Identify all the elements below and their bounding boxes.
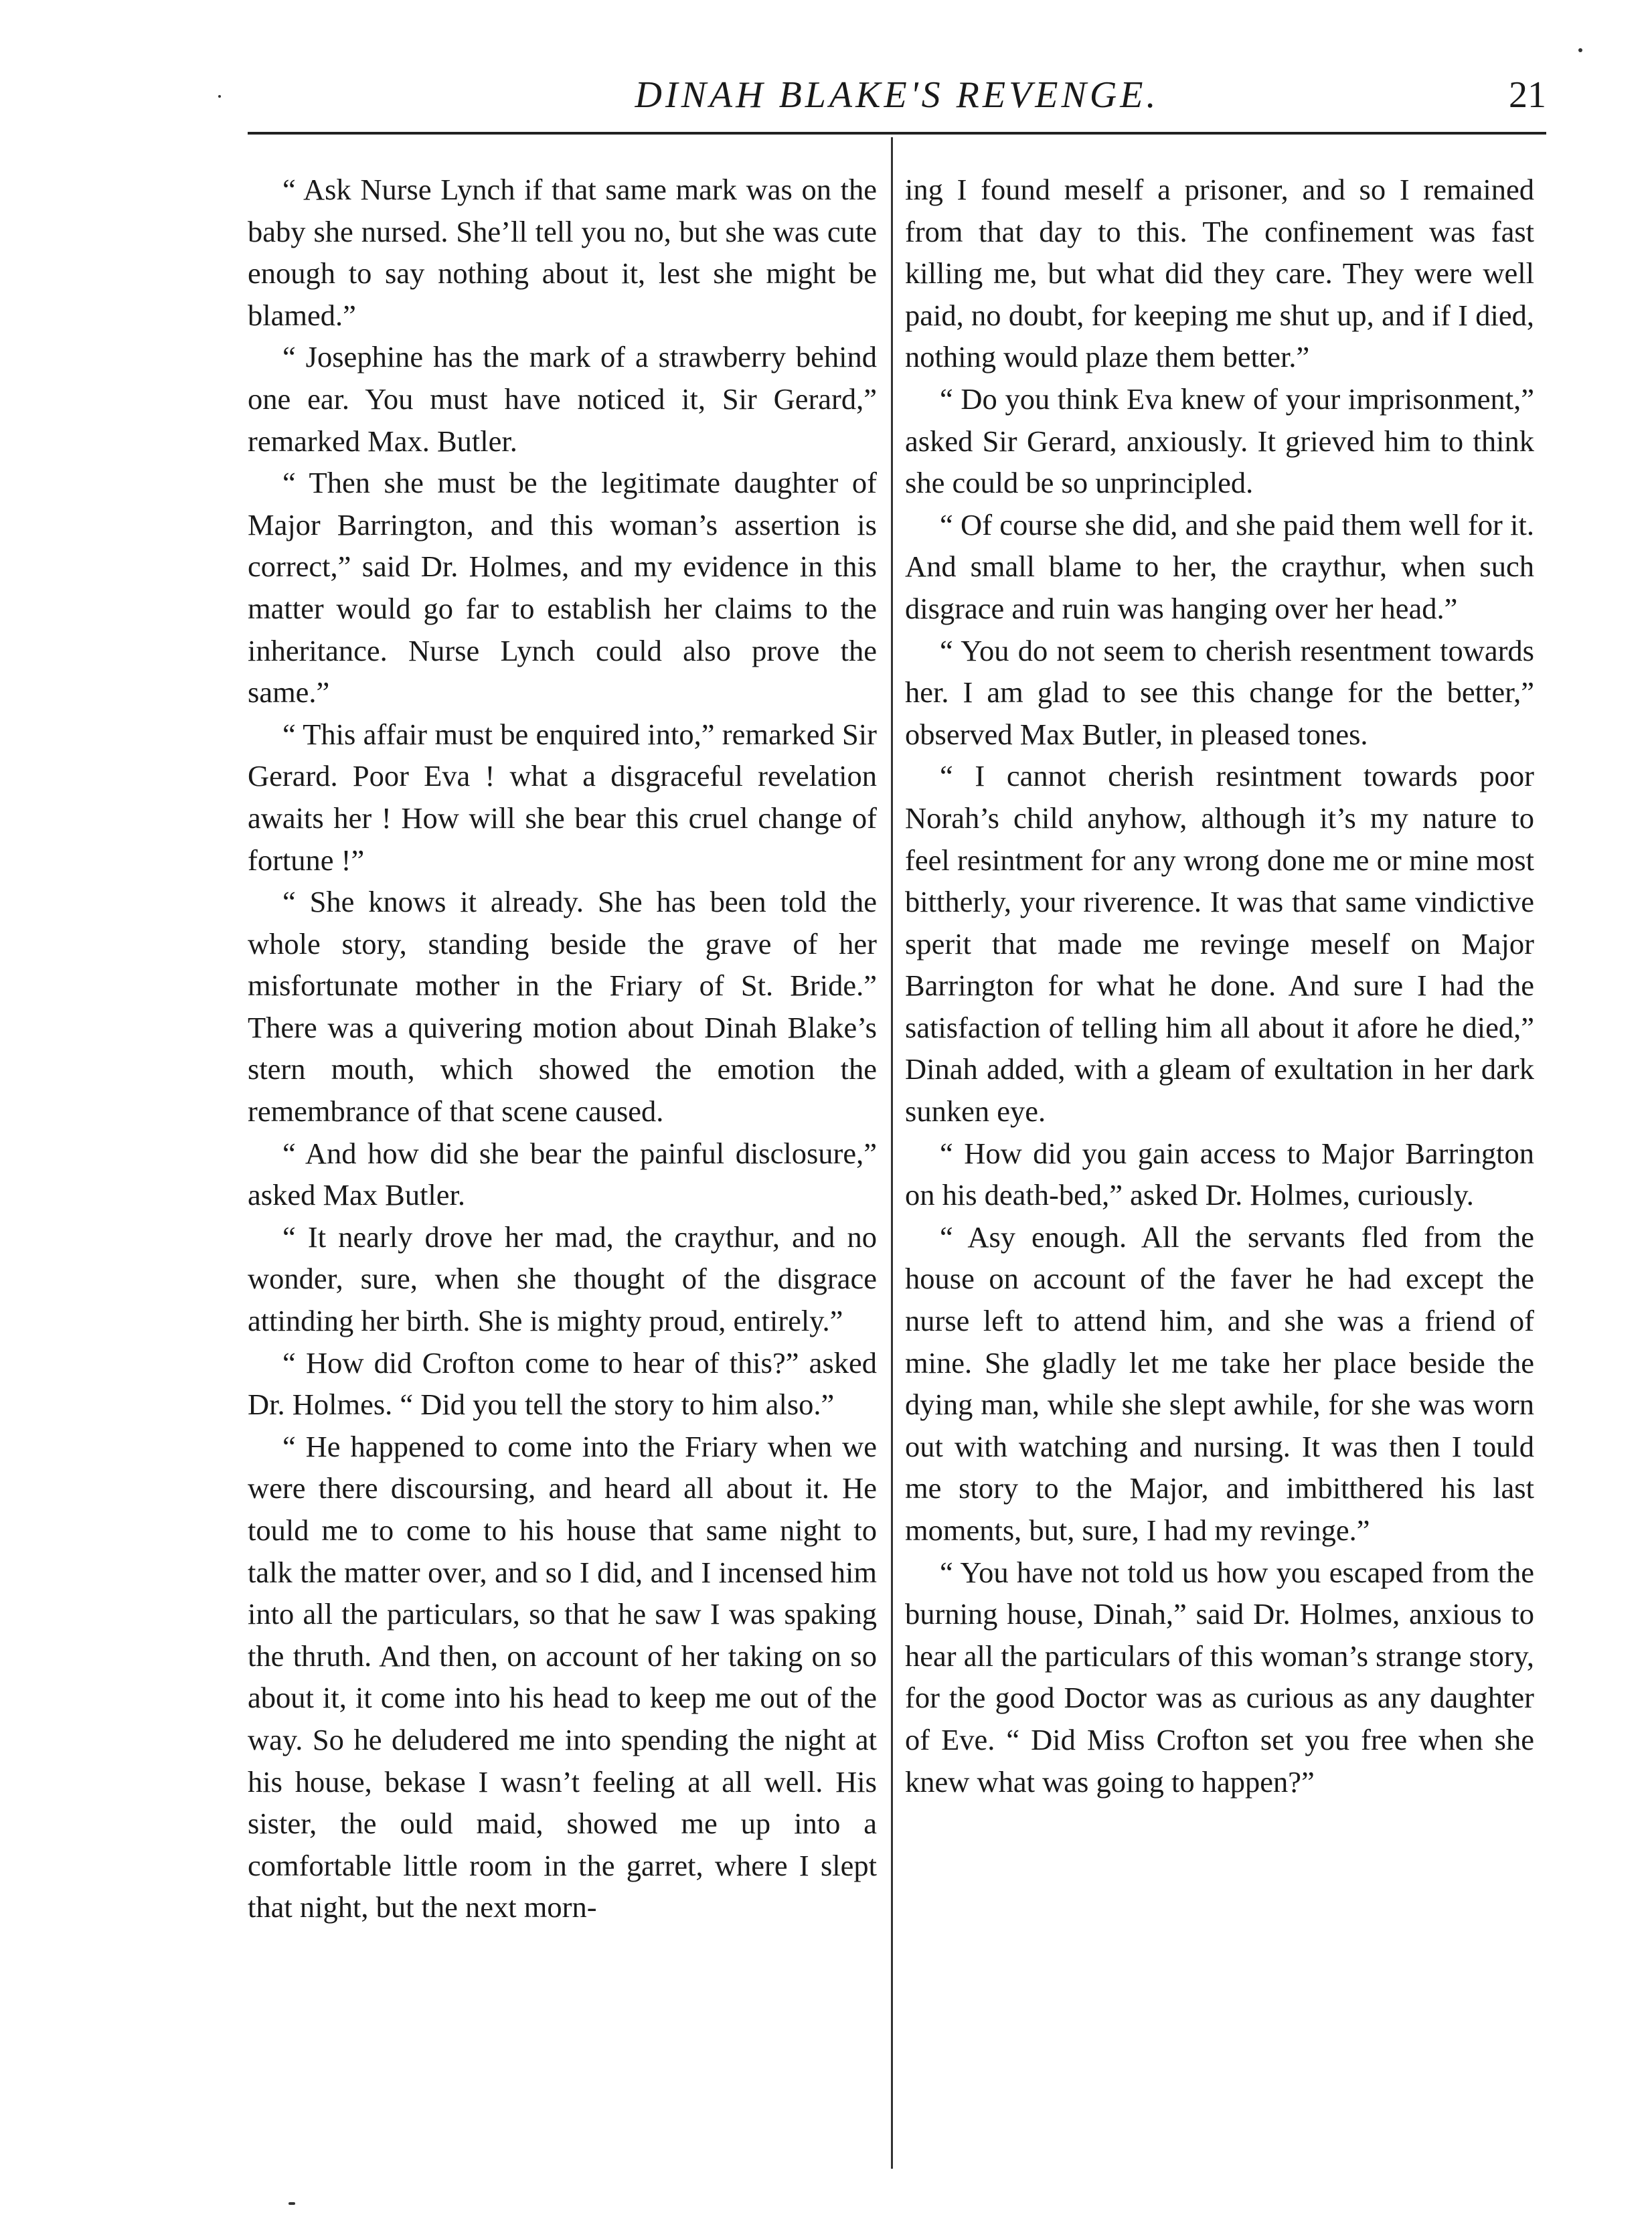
paragraph: “ Then she must be the legitimate daughter of Major Barrington, and this woman’s assertion is correct,” said Dr. Holmes, and my evidence in this matter would go far to establish her claims to the inheritance. Nurse Lynch could also prove the same.” xyxy=(248,466,877,710)
paragraph: “ You have not told us how you escaped from the burning house, Dinah,” said Dr. Holmes, anxious to hear all the particulars of this woman’s strange story, for the good Doctor was as curious as any daughter of Eve. “ Did Miss Crofton set you free when she knew what was going to happen?” xyxy=(905,1555,1534,1799)
header-rule xyxy=(248,132,1546,135)
print-speck xyxy=(218,95,221,98)
paragraph: “ Ask Nurse Lynch if that same mark was on the baby she nursed. She’ll tell you no, but she was cute enough to say nothing about it, lest she might be blamed.” xyxy=(248,173,877,332)
paragraph: “ Josephine has the mark of a strawberry behind one ear. You must have noticed it, Sir Gerard,” remarked Max. Butler. xyxy=(248,340,877,458)
paragraph: “ How did you gain access to Major Barrington on his death-bed,” asked Dr. Holmes, curiously. xyxy=(905,1136,1534,1212)
print-speck xyxy=(1578,48,1582,52)
print-speck xyxy=(288,2202,295,2205)
paragraph: “ Do you think Eva knew of your imprisonment,” asked Sir Gerard, anxiously. It grieved him to think she could be so unprincipled. xyxy=(905,382,1534,500)
page-number: 21 xyxy=(1509,74,1546,116)
paragraph: “ And how did she bear the painful disclosure,” asked Max Butler. xyxy=(248,1136,877,1212)
left-column xyxy=(248,169,877,1928)
column-divider xyxy=(891,137,893,2169)
paragraph: “ He happened to come into the Friary when we were there discoursing, and heard all about it. He tould me to come to his house that same night to talk the matter over, and so I did, and I incensed him into all the particulars, so that he saw I was spaking the thruth. And then, on account of her taking on so about it, it come into his head to keep me out of the way. So he deludered me into spending the night at his house, bekase I wasn’t feeling at all well. His sister, the ould maid, showed me up into a comfortable little room in the garret, where I slept that night, but the next morn- xyxy=(248,1429,877,1924)
paragraph: “ This affair must be enquired into,” remarked Sir Gerard. Poor Eva ! what a disgraceful revelation awaits her ! How will she bear this cruel change of fortune !” xyxy=(248,717,877,877)
running-title: DINAH BLAKE'S REVENGE. xyxy=(635,74,1159,116)
paragraph: “ I cannot cherish resintment towards poor Norah’s child anyhow, although it’s my nature to feel resintment for any wrong done me or mine most bittherly, your riverence. It was that same vindictive sperit that made me revinge meself on Major Barrington for what he done. And sure I had the satisfaction of telling him all about it afore he died,” Dinah added, with a gleam of exultation in her dark sunken eye. xyxy=(905,759,1534,1129)
paragraph-continued: ing I found meself a prisoner, and so I remained from that day to this. The confinement was fast killing me, but what did they care. They were well paid, no doubt, for keeping me shut up, and if I died, nothing would plaze them better.” xyxy=(905,173,1534,374)
paragraph: “ Of course she did, and she paid them well for it. And small blame to her, the craythur, when such disgrace and ruin was hanging over her head.” xyxy=(905,507,1534,625)
paragraph: “ Asy enough. All the servants fled from the house on account of the faver he had except the nurse left to attend him, and she was a friend of mine. She gladly let me take her place beside the dying man, while she slept awhile, for she was worn out with watching and nursing. It was then I tould me story to the Major, and imbitthered his last moments, but, sure, I had my revinge.” xyxy=(905,1220,1534,1547)
paragraph: “ You do not seem to cherish resentment towards her. I am glad to see this change for the better,” observed Max Butler, in pleased tones. xyxy=(905,633,1534,751)
paragraph: “ How did Crofton come to hear of this?” asked Dr. Holmes. “ Did you tell the story to him also.” xyxy=(248,1345,877,1422)
running-head xyxy=(248,74,1546,127)
paragraph: “ It nearly drove her mad, the craythur, and no wonder, sure, when she thought of the disgrace attinding her birth. She is mighty proud, entirely.” xyxy=(248,1220,877,1338)
right-column xyxy=(905,169,1534,1803)
paragraph: “ She knows it already. She has been told the whole story, standing beside the grave of her misfortunate mother in the Friary of St. Bride.” There was a quivering motion about Dinah Blake’s stern mouth, which showed the emotion the remembrance of that scene caused. xyxy=(248,885,877,1129)
